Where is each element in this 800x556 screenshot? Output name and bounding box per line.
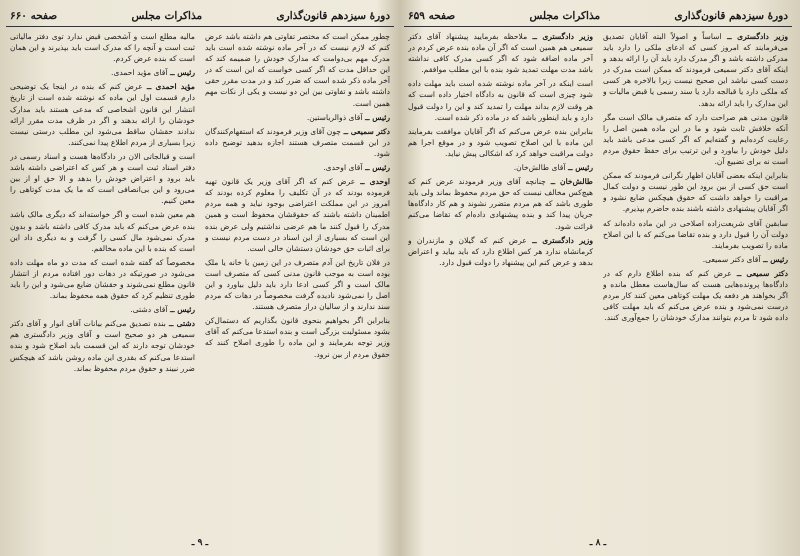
speaker-name: طالش‌خان ــ (545, 177, 593, 187)
paragraph (603, 268, 788, 323)
right-page (404, 6, 792, 550)
speaker-name: دکتر سمیعی ــ (340, 126, 390, 136)
speaker-name: مؤید احمدی ــ (142, 82, 195, 92)
speaker-name: دکتر سمیعی ــ (731, 268, 788, 278)
paragraph (603, 170, 788, 214)
paragraph-text: بنابراین اینکه بعضی آقایان اظهار نگرانی فرمودند که ممکن است حق کسی از بین برود این طور نیست و دولت کمال مراقبت را خواهد داشت که حقوق هیچکس ضایع نشود و اگر آقایان پیشنهادی داشته باشند بنده حاضرم بپذیرم. (603, 171, 788, 214)
paragraph (205, 126, 390, 159)
speaker-name: رئیس ــ (760, 254, 788, 264)
paragraph-text: عرض کنم که بنده اطلاع دارم که در دادگاه‌ها پرونده‌هایی هست که سال‌هاست معطل مانده و اگر بخواهند هر دفعه یک مهلت کوتاهی معین کنند کار مردم درست نمی‌شود و بنده عرض می‌کنم که باید مهلت کافی داده شود تا مردم بتوانند مدارک خودشان را جمع‌آوری کنند. (603, 268, 788, 323)
paragraph (10, 81, 195, 148)
paragraph-text: آقای طالش‌خان. (513, 163, 566, 173)
paragraph (205, 162, 390, 173)
paragraph-text: سابقین آقای شریعت‌زاده اصلاحی در این ماده داده‌اند که دولت آن را قبول دارد و بنده تقاضا می‌کنم که با این اصلاح ماده را تصویب بفرمایند. (603, 218, 788, 250)
paragraph (205, 315, 390, 359)
right-page-column-left (408, 31, 593, 535)
right-page-header (404, 6, 792, 27)
paragraph (205, 31, 390, 109)
speaker-name: رئیس ــ (362, 163, 390, 173)
paragraph (10, 151, 195, 206)
left-header-title: مذاکرات مجلس (131, 10, 203, 22)
paragraph-text: بنده تصدیق می‌کنم بیانات آقای انوار و آقای دکتر سمیعی هر دو صحیح است و آقای وزیر دادگستری هم خودشان توجه دارند که این قسمت باید اصلاح شود و بنده استدعا می‌کنم که بقدری این ماده روشن باشد که هیچکس ضرر نبیند و حقوق مردم محفوظ بماند. (10, 319, 195, 373)
speaker-name: وزیر دادگستری ــ (721, 32, 788, 41)
paragraph-text: عرض کنم که اگر آقای وزیر یک قانون تهیه فرموده بودند که در آن تکلیف را معلوم کرده بودند که امروز در این مملکت اعتراضی بوجود نیاید و همه مردم اطمینان داشته باشند که حقوقشان محفوظ است و همین مدرک را قبول کنند ما هم عرضی نداشتیم ولی عرض بنده این است که بسیاری از این اسناد در دست مردم نیست و برای اثبات حق خودشان دستشان خالی است. (205, 177, 390, 253)
speaker-name: رئیس ــ (167, 68, 195, 78)
paragraph (10, 304, 195, 315)
paragraph-text: چون آقای وزیر فرمودند که استفهام‌کنندگان در این قسمت متصرف هستند اجازه بدهید توضیح داده شود. (205, 126, 390, 158)
paragraph (205, 176, 390, 254)
right-header-title: مذاکرات مجلس (529, 10, 601, 22)
speaker-name: رئیس ــ (362, 112, 390, 122)
speaker-name: اوحدی ــ (355, 177, 390, 187)
paragraph (408, 235, 593, 268)
speaker-name: وزیر دادگستری ــ (526, 235, 593, 245)
paragraph-text: است اینکه در آخر ماده نوشته شده است باید مهلت داده شود چیزی است که قانون به دادگاه اختیار داده است که هر وقت لازم بداند مهلت را تمدید کند و این را دولت قبول دارد و باید اینطور باشد که در ماده ذکر شده است. (408, 79, 593, 122)
paragraph (408, 126, 593, 159)
paragraph (603, 31, 788, 109)
paragraph-text: بنابراین بنده عرض می‌کنم که اگر آقایان موافقت بفرمایند این ماده با این اصلاح تصویب شود و در موقع اجرا هم دولت مراقبت خواهد کرد که اشکالی پیش نیاید. (408, 126, 593, 158)
speaker-name: رئیس ــ (565, 163, 593, 173)
right-header-page: صفحه ۶۵۹ (408, 10, 456, 22)
paragraph (10, 67, 195, 78)
paragraph (603, 254, 788, 265)
paragraph-text: در فلان تاریخ این آدم متصرف در این زمین یا خانه یا ملک بوده است به موجب قانون مدنی کسی که متصرف است مالک است و اگر کسی ادعا دارد باید دلیل بیاورد و این اصل را نمی‌شود نادیده گرفت مخصوصاً در دهات که مردم سند ندارند و از سالیان دراز متصرف هستند. (205, 257, 390, 312)
paragraph-text: آقای ذوالریاستین. (306, 112, 363, 122)
paragraph (205, 112, 390, 123)
left-page (6, 6, 394, 550)
paragraph (10, 209, 195, 253)
right-page-column-right (603, 31, 788, 535)
paragraph-text: چطور ممکن است که مختصر تفاوتی هم داشته باشد عرض کنم که لازم نیست که در آخر ماده نوشته شده است باید مدرک مهم بی‌دوامت که مدارک خودش را ضمیمه کند که این حداقل مدت که اگر کسی خواست که این است که در آخر ماده ذکر شده است که ضرر کند و در مدت مقرر حقی داشته باشد و تفاوتی بین این دو نیست و یکی از نکات مهم همین است. (205, 32, 390, 108)
paragraph (10, 257, 195, 301)
paragraph-text: ملاحظه بفرمایید پیشنهاد آقای دکتر سمیعی هم همین است که اگر آن ماده بنده عرض کردم در آخر ماده اضافه شود که اگر کسی مدرک کافی نداشته باشد مدت مهلت تمدید شود بنده با این مطلب موافقم. (408, 32, 593, 75)
left-page-column-right (205, 31, 390, 535)
paragraph-text: اساساً و اصولاً البته آقایان تصدیق می‌فرمایند که امروز کسی که ادعای ملکی را دارد باید مدرکی داشته باشد و اگر مدرک دارد باید آن را ارائه بدهد و اینکه آقای دکتر سمیعی فرمودند که ممکن است مدرک در دست کسی نباشد این صحیح نیست زیرا بالاخره هر کسی که ملکی دارد یا قبالجه دارد یا سند رسمی یا قبض مالیات و این مدارک را باید ارائه بدهد. (603, 32, 788, 108)
paragraph-text: چنانچه آقای وزیر فرمودند عرض کنم که هیچ‌کس مخالف نیست که حق مردم محفوظ بماند ولی باید طوری باشد که هم مردم متضرر نشوند و هم کار دادگاه‌ها جریان پیدا کند و بنده پیشنهادی داده‌ام که تقاضا می‌کنم قرائت شود. (408, 177, 593, 231)
paragraph (10, 318, 195, 373)
right-header-session: دورهٔ سیزدهم قانون‌گذاری (674, 10, 788, 22)
left-page-column-left (10, 31, 195, 535)
paragraph-text: آقای مؤید احمدی. (111, 68, 168, 78)
paragraph-text: آقای دشتی. (130, 305, 168, 315)
left-header-session: دورهٔ سیزدهم قانون‌گذاری (276, 10, 390, 22)
paragraph (408, 31, 593, 75)
left-page-header (6, 6, 394, 27)
paragraph (10, 31, 195, 64)
paragraph-text: هم معین شده است و اگر خواسته‌اند که دیگری مالک باشد بنده عرض می‌کنم که باید مدرک کافی داشته باشد و بدون مدرک نمی‌شود مال کسی را گرفت و به دیگری داد این است که بنده با این ماده مخالفم. (10, 210, 195, 253)
paragraph-text: مخصوصاً که گفته شده است که مدت دو ماه مهلت داده می‌شود در صورتیکه در دهات دور افتاده مردم از انتشار قانون مطلع نمی‌شوند و حقشان ضایع می‌شود و این را باید طوری تنظیم کرد که حقوق همه محفوظ بماند. (10, 257, 195, 301)
paragraph (205, 257, 390, 312)
paragraph (603, 218, 788, 251)
right-page-footer: ـ ۸ ـ (589, 538, 607, 548)
speaker-name: دشتی ــ (165, 319, 195, 329)
speaker-name: وزیر دادگستری ــ (527, 32, 593, 41)
paragraph (408, 78, 593, 122)
paragraph (603, 112, 788, 167)
paragraph-text: عرض کنم که گیلان و مازندران و کرمانشاه ندارد هر کس اطلاع دارد که باید بیاید و اعتراض بدهد و عرض کنم این پیشنهاد را دولت قبول دارد. (408, 235, 593, 267)
left-header-page: صفحه ۶۶۰ (10, 10, 58, 22)
paragraph-text: بنابراین اگر بخواهیم بنحوی قانون بگذاریم که دستمال‌کن بشود مسئولیت بزرگی است و بنده استدعا می‌کنم که آقای وزیر توجه بفرمایند و این ماده را طوری اصلاح کنند که حقوق مردم از بین نرود. (205, 316, 390, 359)
paragraph-text: است و قبالجاتی الان در دادگاه‌ها هست و اسناد رسمی در دفتر اسناد ثبت است و هر کس که اعتراضی داشته باشد باید برود و اعتراض خودش را بدهد و الا حق او از بین می‌رود و این بی‌انصافی است که ما یک مدت کوتاهی را معین کنیم. (10, 151, 195, 206)
left-page-footer: ـ ۹ ـ (191, 538, 209, 548)
paragraph-text: آقای اوحدی. (323, 163, 363, 173)
paragraph-text: عرض کنم که بنده در اینجا یک توضیحی دارم قسمت اول این ماده که نوشته شده است از تاریخ انتشار این قانون اشخاصی که مدعی هستند باید مدارک خودشان را ارائه بدهند و اگر در ظرف مدت مقرر ارائه ندادند حقشان ساقط می‌شود این مطلب درستی نیست زیرا بسیاری از مردم اطلاع پیدا نمی‌کنند. (10, 82, 195, 147)
paragraph (408, 176, 593, 231)
paragraph (408, 162, 593, 173)
paragraph-text: مالیه مطلع است و آشخصی قبض ندارد توی دفتر مالیاتی ثبت است و آنچه را که مدرک است باید بپذیرند و این همان است که بنده عرض کردم. (10, 32, 195, 64)
paragraph-text: آقای دکتر سمیعی. (702, 254, 761, 264)
paragraph-text: قانون مدنی هم صراحت دارد که متصرف مالک است مگر آنکه خلافش ثابت شود و ما در این ماده همین اصل را رعایت کرده‌ایم و گفته‌ایم که اگر کسی مدعی باشد باید دلیل خودش را بیاورد و این ترتیب برای حفظ حقوق مردم است نه برای تضییع آن. (603, 112, 788, 167)
speaker-name: رئیس ــ (167, 305, 195, 315)
